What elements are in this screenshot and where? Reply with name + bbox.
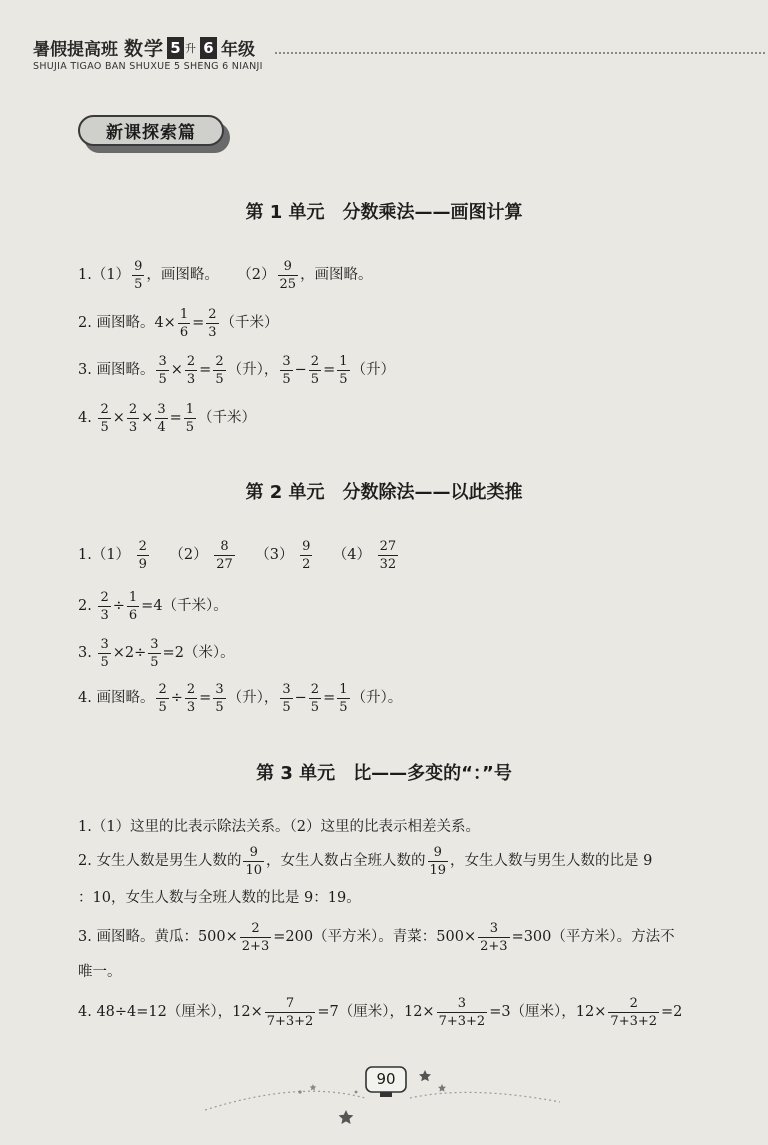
fraction <box>98 638 110 669</box>
fraction-numerator: 3 <box>150 637 159 652</box>
answer-text: （3） <box>236 547 299 564</box>
fraction-numerator: 2 <box>128 402 138 417</box>
fraction <box>337 355 349 386</box>
fraction-denominator: 7+3+2 <box>610 1014 658 1029</box>
fraction-numerator: 2 <box>310 682 320 697</box>
answer-line <box>78 846 652 877</box>
answer-text: = <box>323 690 336 707</box>
answer-text: = <box>169 410 182 427</box>
fraction-denominator: 6 <box>179 325 189 340</box>
fraction-denominator: 3 <box>100 608 109 623</box>
section-banner-label: 新课探索篇 <box>78 115 224 146</box>
answer-text: 4. 画图略。 <box>78 690 155 707</box>
answer-line <box>78 403 256 434</box>
fraction <box>127 403 139 434</box>
answer-text: ×2÷ <box>112 645 147 662</box>
answer-text: =2（米）。 <box>162 645 235 662</box>
fraction-denominator: 5 <box>158 700 167 715</box>
fraction-denominator: 3 <box>128 420 138 435</box>
fraction-denominator: 5 <box>310 372 320 387</box>
fraction <box>185 683 197 714</box>
fraction-denominator: 5 <box>339 372 348 387</box>
fraction-numerator: 3 <box>489 921 498 936</box>
dot-icon <box>355 1091 358 1094</box>
answer-text: ，画图略。 <box>300 267 373 284</box>
fraction-numerator: 2 <box>100 590 109 605</box>
fraction <box>428 846 449 877</box>
fraction-denominator: 5 <box>282 700 291 715</box>
answer-line <box>78 260 373 291</box>
fraction-numerator: 3 <box>100 637 109 652</box>
answer-line <box>78 820 480 835</box>
fraction-denominator: 6 <box>128 608 138 623</box>
answer-text: （升） <box>351 362 396 379</box>
answer-line <box>78 683 402 714</box>
book-title-pinyin: SHUJIA TIGAO BAN SHUXUE 5 SHENG 6 NIANJI <box>33 61 263 72</box>
fraction <box>206 308 218 339</box>
fraction-numerator: 9 <box>302 539 311 554</box>
answer-text: = <box>323 362 336 379</box>
unit-name: 比——多变的“：”号 <box>353 763 512 784</box>
answer-text: − <box>294 362 307 379</box>
fraction-denominator: 27 <box>216 557 233 572</box>
dot-icon <box>298 1090 301 1093</box>
fraction-numerator: 3 <box>215 682 224 697</box>
fraction <box>156 683 168 714</box>
answer-text: =3（厘米），12× <box>489 1004 607 1021</box>
answer-text: 3. 画图略。黄瓜：500× <box>78 929 238 946</box>
answer-text: 1.（1）这里的比表示除法关系。（2）这里的比表示相差关系。 <box>78 819 481 835</box>
fraction-denominator: 32 <box>379 557 397 572</box>
fraction <box>243 846 264 877</box>
fraction-numerator: 9 <box>249 845 258 860</box>
fraction-numerator: 1 <box>339 354 348 369</box>
fraction <box>300 540 312 571</box>
fraction-denominator: 5 <box>100 655 109 670</box>
fraction-numerator: 2 <box>310 354 320 369</box>
book-series-title: 暑假提高班 <box>33 40 118 60</box>
answer-text: 3. 画图略。 <box>78 362 155 379</box>
fraction-numerator: 8 <box>220 539 229 554</box>
answer-text: 1.（1） <box>78 267 131 284</box>
fraction <box>127 591 139 622</box>
fraction-denominator: 5 <box>185 420 195 435</box>
fraction-numerator: 2 <box>138 539 147 554</box>
answer-line <box>78 540 400 571</box>
answer-text: （2） <box>150 547 213 564</box>
answer-text: ，画图略。 （2） <box>146 267 276 284</box>
fraction <box>437 997 488 1028</box>
fraction <box>309 355 321 386</box>
fraction <box>148 638 160 669</box>
footer-decoration <box>0 1040 768 1145</box>
fraction <box>98 403 110 434</box>
fraction-denominator: 5 <box>215 372 224 387</box>
fraction-numerator: 9 <box>433 845 442 860</box>
answer-text: 4. <box>78 410 97 427</box>
answer-text: × <box>112 410 125 427</box>
unit-name: 分数除法——以此类推 <box>342 482 523 503</box>
answer-text: = <box>199 690 212 707</box>
answer-text: 2. 女生人数是男生人数的 <box>78 853 242 870</box>
fraction-numerator: 9 <box>134 259 143 274</box>
fraction-numerator: 3 <box>282 682 291 697</box>
answer-text: =200（平方米）。青菜：500× <box>273 929 477 946</box>
answer-text: × <box>141 410 154 427</box>
fraction-denominator: 5 <box>158 372 167 387</box>
answer-line <box>78 922 675 953</box>
answer-text: ÷ <box>112 598 125 615</box>
fraction-denominator: 3 <box>208 325 217 340</box>
answer-text: 2. <box>78 598 97 615</box>
fraction-numerator: 3 <box>158 354 167 369</box>
fraction-denominator: 4 <box>157 420 166 435</box>
monitor-stand-icon <box>380 1092 392 1097</box>
fraction-numerator: 3 <box>282 354 291 369</box>
fraction-denominator: 3 <box>186 372 196 387</box>
answer-text: ，女生人数与男生人数的比是 9 <box>450 853 653 870</box>
fraction-denominator: 7+3+2 <box>266 1014 314 1029</box>
fraction <box>213 683 225 714</box>
fraction <box>98 591 110 622</box>
answer-text: − <box>294 690 307 707</box>
fraction-numerator: 2 <box>158 682 167 697</box>
dotted-arc-left <box>205 1091 365 1110</box>
fraction-denominator: 7+3+2 <box>438 1014 486 1029</box>
answer-text: （升）， <box>227 690 279 707</box>
fraction-numerator: 2 <box>100 402 109 417</box>
fraction-numerator: 2 <box>186 682 196 697</box>
grade-connector: 升 <box>185 41 197 55</box>
answer-text: =300（平方米）。方法不 <box>511 929 675 946</box>
fraction <box>309 683 321 714</box>
answer-text: （千米） <box>220 315 279 332</box>
fraction <box>280 683 292 714</box>
fraction-denominator: 5 <box>100 420 109 435</box>
answer-text: （升）。 <box>351 690 403 707</box>
fraction-denominator: 5 <box>310 700 320 715</box>
unit-name: 分数乘法——画图计算 <box>342 202 523 223</box>
answer-line <box>78 591 228 622</box>
grade-label: 年级 <box>221 40 256 60</box>
dotted-arc-right <box>410 1092 560 1102</box>
answer-text: = <box>192 315 205 332</box>
unit-2-title <box>0 478 768 504</box>
answer-line <box>78 638 235 669</box>
answer-line <box>78 308 279 339</box>
unit-number: 第 2 单元 <box>245 482 325 503</box>
fraction-denominator: 5 <box>339 700 348 715</box>
fraction-numerator: 1 <box>339 682 348 697</box>
unit-number: 第 3 单元 <box>256 763 336 784</box>
fraction <box>184 403 196 434</box>
fraction-denominator: 19 <box>429 863 447 878</box>
fraction <box>214 540 235 571</box>
answer-text: ：10，女生人数与全班人数的比是 9：19。 <box>78 890 361 906</box>
fraction-numerator: 2 <box>186 354 196 369</box>
fraction-numerator: 2 <box>629 996 638 1011</box>
fraction <box>156 355 168 386</box>
star-icon <box>310 1084 317 1090</box>
section-banner <box>78 115 230 153</box>
fraction <box>240 922 271 953</box>
unit-number: 第 1 单元 <box>245 202 325 223</box>
fraction-denominator: 25 <box>279 277 297 292</box>
answer-text: =7（厘米），12× <box>317 1004 435 1021</box>
fraction <box>378 540 399 571</box>
fraction-numerator: 1 <box>179 307 189 322</box>
fraction-denominator: 5 <box>134 277 143 292</box>
fraction-denominator: 3 <box>186 700 196 715</box>
answer-text: 4. 48÷4=12（厘米），12× <box>78 1004 263 1021</box>
fraction <box>137 540 149 571</box>
unit-3-title <box>0 759 768 785</box>
fraction <box>155 403 167 434</box>
fraction-denominator: 5 <box>150 655 159 670</box>
grade-to-badge: 6 <box>200 37 217 59</box>
fraction-denominator: 9 <box>138 557 147 572</box>
header-divider <box>275 52 765 54</box>
star-icon <box>419 1070 431 1081</box>
fraction <box>278 260 299 291</box>
fraction <box>185 355 197 386</box>
fraction-numerator: 2 <box>215 354 224 369</box>
answer-text: ，女生人数占全班人数的 <box>266 853 426 870</box>
fraction-numerator: 2 <box>251 921 260 936</box>
answer-line <box>78 965 122 980</box>
answer-text: 3. <box>78 645 97 662</box>
fraction-denominator: 2+3 <box>480 939 508 954</box>
fraction-numerator: 27 <box>379 539 397 554</box>
answer-text: （升）， <box>227 362 279 379</box>
fraction-numerator: 9 <box>283 259 292 274</box>
fraction-denominator: 10 <box>245 863 262 878</box>
fraction-denominator: 2+3 <box>241 939 270 954</box>
fraction-denominator: 5 <box>282 372 291 387</box>
star-icon <box>438 1084 446 1092</box>
fraction <box>337 683 349 714</box>
answer-text: 唯一。 <box>78 964 122 980</box>
fraction-numerator: 7 <box>285 996 295 1011</box>
answer-text: ÷ <box>170 690 183 707</box>
fraction <box>265 997 316 1028</box>
fraction <box>478 922 509 953</box>
unit-1-title <box>0 198 768 224</box>
answer-text: = <box>199 362 212 379</box>
fraction-numerator: 3 <box>157 402 166 417</box>
fraction-numerator: 3 <box>457 996 467 1011</box>
grade-from-badge: 5 <box>167 37 184 59</box>
fraction-numerator: 1 <box>128 590 138 605</box>
answer-line <box>78 891 361 906</box>
star-icon <box>339 1110 354 1124</box>
answer-text: 2. 画图略。4× <box>78 315 176 332</box>
book-subject: 数学 <box>124 38 165 60</box>
answer-text: × <box>170 362 183 379</box>
answer-line <box>78 997 682 1028</box>
book-title <box>33 34 255 61</box>
page-footer <box>0 1040 768 1145</box>
fraction-denominator: 2 <box>302 557 311 572</box>
fraction-numerator: 1 <box>185 402 195 417</box>
fraction <box>213 355 225 386</box>
fraction <box>608 997 659 1028</box>
fraction-denominator: 5 <box>215 700 224 715</box>
answer-text: =4（千米）。 <box>141 598 228 615</box>
answer-text: =2 <box>661 1004 683 1021</box>
page-number: 90 <box>376 1070 396 1088</box>
fraction <box>280 355 292 386</box>
answer-line <box>78 355 395 386</box>
answer-text: 1.（1） <box>78 547 135 564</box>
answer-text: （4） <box>314 547 376 564</box>
fraction <box>178 308 190 339</box>
fraction-numerator: 2 <box>208 307 217 322</box>
answer-text: （千米） <box>198 410 257 427</box>
fraction <box>132 260 144 291</box>
